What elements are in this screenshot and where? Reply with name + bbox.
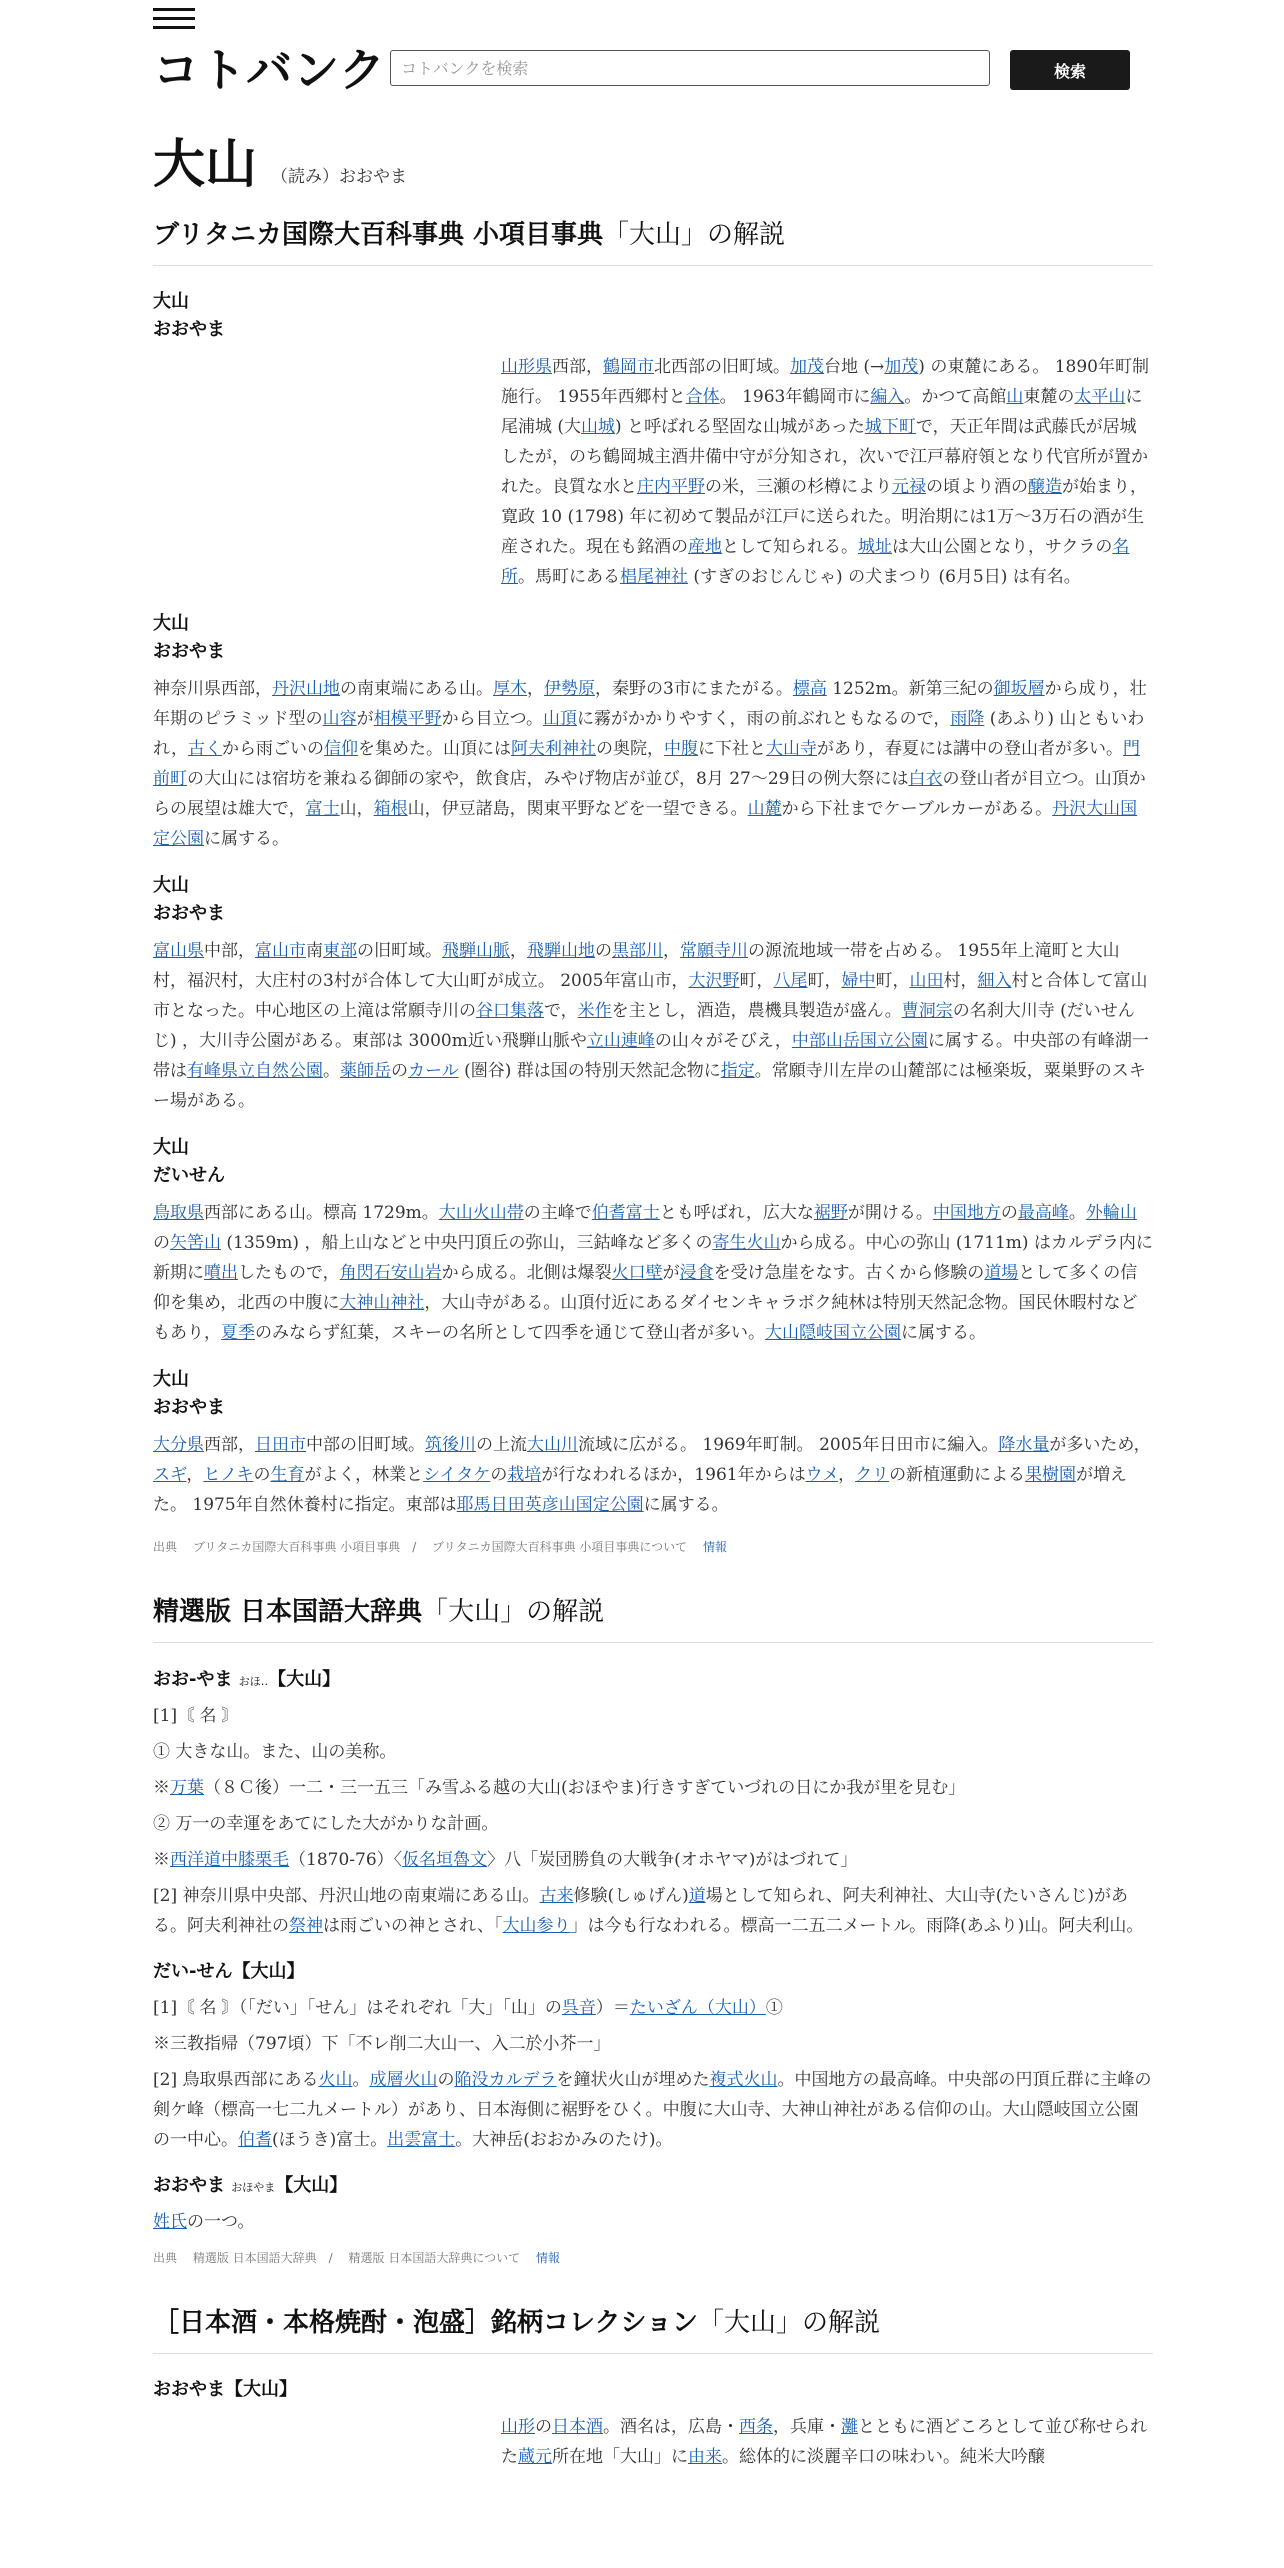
term-link[interactable]: 姓氏 xyxy=(153,2212,187,2232)
term-link[interactable]: 山形 xyxy=(501,2417,535,2437)
term-link[interactable]: 丹沢山地 xyxy=(272,679,340,699)
term-link[interactable]: 祭神 xyxy=(289,1916,323,1936)
term-link[interactable]: ヒノキ xyxy=(203,1465,254,1485)
section-suffix: 「大山」の解説 xyxy=(697,2308,880,2338)
term-link[interactable]: 大分県 xyxy=(153,1435,204,1455)
entry-body: 山形の日本酒。酒名は，広島・西条，兵庫・灘とともに酒どころとして並び称せられた蔵元所在地「大山」に由来。総体的に淡麗辛口の味わい。純米大吟醸 xyxy=(501,2417,1147,2467)
term-link[interactable]: 厚木 xyxy=(493,679,527,699)
definition-line: [1]〘 名 〙（「だい」「せん」はそれぞれ「大」「山」の呉音）＝たいざん（大山）① xyxy=(153,1998,783,2018)
term-link[interactable]: 太平山 xyxy=(1074,387,1126,407)
term-link[interactable]: 加茂 xyxy=(790,357,824,377)
term-link[interactable]: 栽培 xyxy=(507,1465,542,1485)
term-link[interactable]: 耶馬日田英彦山国定公園 xyxy=(456,1495,644,1515)
term-link[interactable]: 大山寺 xyxy=(766,739,818,759)
definition-list xyxy=(153,2207,1153,2237)
search-button[interactable]: 検索 xyxy=(1010,50,1130,90)
source-info-link[interactable]: 情報 xyxy=(535,2251,560,2265)
term-link[interactable]: 合体 xyxy=(685,387,720,407)
term-link[interactable]: 門前町 xyxy=(153,739,1141,789)
entry-body: 鳥取県西部にある山。標高 1729m。大山火山帯の主峰で伯耆富士とも呼ばれ，広大な裾野が開ける。中国地方の最高峰。外輪山の矢筈山 (1359m) ，船上山などと中央円頂丘の弥山，三鈷峰など多くの寄生火山から成る。中心の弥山 (1711m) はカルデラ内に新期に噴出したもので，角閃石安山岩から成る。北側は爆裂火口壁が浸食を受け急崖をなす。古くから修験の道場として多くの信仰を集め，北西の中腹に大神山神社，大山寺がある。山頂付近にあるダイセンキャラボク純林は特別天然記念物。国民休暇村などもあり，夏季のみならず紅葉，スキーの名所として四季を通じて登山者が多い。大山隠岐国立公園に属する。 xyxy=(153,1203,1153,1343)
term-link[interactable]: シイタケ xyxy=(423,1465,491,1485)
term-link[interactable]: 有峰県立自然公園 xyxy=(187,1061,323,1081)
entry-body: 山形県西部，鶴岡市北西部の旧町域。加茂台地 (→加茂) の東麓にある。 1890年町制施行。 1955年西郷村と合体。 1963年鶴岡市に編入。かつて高館山東麓の太平山に尾浦城 (大山城) と呼ばれる堅固な山城があった城下町で，天正年間は武藤氏が居城したが，のち鶴岡城主酒井備中守が分知され，次いで江戸幕府領となり代官所が置かれた。良質な水と庄内平野の米，三瀬の杉樽により元禄の頃より酒の醸造が始まり，寛政 10 (1798) 年に初めて製品が江戸に送られた。明治期には1万～3万石の酒が生産された。現在も銘酒の産地として知られる。城址は大山公園となり，サクラの名所。馬町にある椙尾神社 (すぎのおじんじゃ) の犬まつり (6月5日) は有名。 xyxy=(501,357,1149,587)
term-link[interactable]: 富山県 xyxy=(153,941,204,961)
term-link[interactable]: 古く xyxy=(188,739,223,759)
source-line: 出典 ブリタニカ国際大百科事典 小項目事典 / ブリタニカ国際大百科事典 小項目事典について 情報 xyxy=(153,1540,727,1554)
entry-body: 富山県中部，富山市南東部の旧町域。飛騨山脈，飛騨山地の黒部川，常願寺川の源流地域一帯を占める。 1955年上滝町と大山村，福沢村，大庄村の3村が合体して大山町が成立。 2005年富山市，大沢野町，八尾町，婦中町，山田村，細入村と合体して富山市となった。中心地区の上滝は常願寺川の谷口集落で，米作を主とし，酒造，農機具製造が盛ん。曹洞宗の名刹大川寺 (だいせんじ) ，大川寺公園がある。東部は 3000m近い飛騨山脈や立山連峰の山々がそびえ，中部山岳国立公園に属する。中央部の有峰湖一帯は有峰県立自然公園。薬師岳のカール (圏谷) 群は国の特別天然記念物に指定。常願寺川左岸の山麓部には極楽坂，粟巣野のスキー場がある。 xyxy=(153,941,1149,1111)
entry-reading: だいせん xyxy=(153,1165,225,1186)
section-title xyxy=(153,2302,1153,2354)
term-link[interactable]: 噴出 xyxy=(204,1263,238,1283)
term-link[interactable]: 複式火山 xyxy=(709,2070,778,2090)
entry-headword: 大山 xyxy=(153,291,189,312)
term-link[interactable]: 伯耆富士 xyxy=(591,1203,660,1223)
term-link[interactable]: 由来 xyxy=(688,2447,722,2467)
term-link[interactable]: 御坂層 xyxy=(993,679,1045,699)
term-link[interactable]: 鳥取県 xyxy=(153,1203,204,1223)
definition-line: ※西洋道中膝栗毛（1870‐76）〈仮名垣魯文〉八「炭団勝負の大戦争(オホヤマ)がはづれて」 xyxy=(153,1850,858,1870)
header xyxy=(153,0,1153,100)
dict-name: ブリタニカ国際大百科事典 小項目事典 xyxy=(153,220,604,250)
definition-line: ※万葉（８Ｃ後）一二・三一五三「み雪ふる越の大山(おほやま)行きすぎていづれの日にか我が里を見む」 xyxy=(153,1778,966,1798)
term-link[interactable]: 飛騨山地 xyxy=(527,941,595,961)
term-link[interactable]: 山容 xyxy=(322,709,357,729)
term-link[interactable]: 中腹 xyxy=(664,739,699,759)
entry xyxy=(153,1366,1153,1520)
term-link[interactable]: 大沢野 xyxy=(688,971,740,991)
section-suffix: 「大山」の解説 xyxy=(603,220,786,250)
entry-body: 大分県西部，日田市中部の旧町域。筑後川の上流大山川流域に広がる。 1969年町制。 2005年日田市に編入。降水量が多いため，スギ，ヒノキの生育がよく，林業とシイタケの栽培が行なわれるほか，1961年からはウメ，クリの新植運動による果樹園が増えた。 1975年自然休養村に指定。東部は耶馬日田英彦山国定公園に属する。 xyxy=(153,1435,1151,1515)
term-link[interactable]: 丹沢大山国定公園 xyxy=(153,799,1138,849)
definition-list xyxy=(153,1701,1153,1941)
term-link[interactable]: 山城 xyxy=(581,417,616,437)
term-link[interactable]: 常願寺川 xyxy=(680,941,748,961)
term-link[interactable]: 元禄 xyxy=(892,477,926,497)
entry-headword: 大山 xyxy=(153,875,189,896)
term-link[interactable]: 庄内平野 xyxy=(637,477,705,497)
source-info-link[interactable]: 情報 xyxy=(702,1540,727,1554)
page xyxy=(153,0,1153,2472)
term-link[interactable]: 山 xyxy=(1006,387,1024,407)
term-link[interactable]: ウメ xyxy=(805,1465,839,1485)
definition-line: 姓氏の一つ。 xyxy=(153,2212,255,2232)
term-link[interactable]: 相模平野 xyxy=(373,709,442,729)
term-link[interactable]: 裾野 xyxy=(813,1203,848,1223)
entry-headword: 大山 xyxy=(153,1369,189,1390)
term-link[interactable]: クリ xyxy=(855,1465,890,1485)
entry-list xyxy=(153,288,1153,1520)
term-link[interactable]: 山麓 xyxy=(747,799,782,819)
term-link[interactable]: 陥没カルデラ xyxy=(454,2070,557,2090)
term-link[interactable]: 富山市 xyxy=(255,941,306,961)
source-label: 出典 xyxy=(153,1540,178,1554)
term-link[interactable]: 降水量 xyxy=(998,1435,1050,1455)
term-heading xyxy=(153,122,1153,195)
definition-line: [1]〘 名 〙 xyxy=(153,1706,239,1726)
term-link[interactable]: 矢筈山 xyxy=(170,1233,221,1253)
entry-body: 神奈川県西部，丹沢山地の南東端にある山。厚木，伊勢原，秦野の3市にまたがる。標高 1252m。新第三紀の御坂層から成り，壮年期のピラミッド型の山容が相模平野から目立つ。山頂に霧がかかりやすく，雨の前ぶれともなるので，雨降 (あふり) 山ともいわれ，古くから雨ごいの信仰を集めた。山頂には阿夫利神社の奥院，中腹に下社と大山寺があり，春夏には講中の登山者が多い。門前町の大山には宿坊を兼ねる御師の家や，飲食店，みやげ物店が並び，8月 27～29日の例大祭には白衣の登山者が目立つ。山頂からの展望は雄大で，富士山，箱根山，伊豆諸島，関東平野などを一望できる。山麓から下社までケーブルカーがある。丹沢大山国定公園に属する。 xyxy=(153,679,1147,849)
definition-line: ① 大きな山。また、山の美称。 xyxy=(153,1742,397,1762)
definition-line: [2] 神奈川県中央部、丹沢山地の南東端にある山。古来修験(しゅげん)道場として知られ、阿夫利神社、大山寺(たいさんじ)がある。阿夫利神社の祭神は雨ごいの神とされ、「大山参り」は今も行なわれる。標高一二五二メートル。雨降(あふり)山。阿夫利山。 xyxy=(153,1886,1144,1936)
source-line: 出典 精選版 日本国語大辞典 / 精選版 日本国語大辞典について 情報 xyxy=(153,2251,560,2265)
term-link[interactable]: 最高峰 xyxy=(1017,1203,1069,1223)
entry-headword: おおやま【大山】 xyxy=(153,2379,297,2400)
term-link[interactable]: 大山火山帯 xyxy=(438,1203,524,1223)
definition-line: [2] 鳥取県西部にある火山。成層火山の陥没カルデラを鐘状火山が埋めた複式火山。中国地方の最高峰。中央部の円頂丘群に主峰の剣ケ峰（標高一七二九メートル）があり、日本海側に裾野をひく。中腹に大山寺、大神山神社がある信仰の山。大山隠岐国立公園の一中心。伯耆(ほうき)富士。出雲富士。大神岳(おおかみのたけ)。 xyxy=(153,2070,1152,2150)
term-link[interactable]: 寄生火山 xyxy=(712,1233,781,1253)
term-link[interactable]: 果樹園 xyxy=(1025,1465,1077,1485)
term-link[interactable]: 城下町 xyxy=(864,417,916,437)
term-link[interactable]: 出雲富士 xyxy=(387,2130,456,2150)
term-link[interactable]: 蔵元 xyxy=(518,2447,552,2467)
source-name: ブリタニカ国際大百科事典 小項目事典 xyxy=(192,1540,401,1554)
term-link[interactable]: 産地 xyxy=(688,537,722,557)
term-link[interactable]: 道 xyxy=(688,1886,706,1906)
term-link[interactable]: 中部山岳国立公園 xyxy=(791,1031,928,1051)
term-link[interactable]: 名所 xyxy=(501,537,1130,587)
term-link[interactable]: 米作 xyxy=(577,1001,612,1021)
term-link[interactable]: たいざん（大山） xyxy=(629,1998,766,2018)
term-link[interactable]: 仮名垣魯文 xyxy=(402,1850,488,1870)
term-link[interactable]: カール xyxy=(408,1061,459,1081)
term-link[interactable]: 筑後川 xyxy=(425,1435,476,1455)
definition-list xyxy=(153,1993,1153,2155)
dict-headword: だい‐せん【大山】 xyxy=(153,1961,305,1982)
term-link[interactable]: 呉音 xyxy=(561,1998,596,2018)
dict-headword: おお‐やま おほ‥【大山】 xyxy=(153,1669,341,1690)
term-title: 大山 xyxy=(153,134,258,195)
term-link[interactable]: 東部 xyxy=(323,941,357,961)
term-link[interactable]: 山形県 xyxy=(501,357,552,377)
term-link[interactable]: 曹洞宗 xyxy=(901,1001,953,1021)
source-about: ブリタニカ国際大百科事典 小項目事典について xyxy=(432,1540,688,1554)
entry xyxy=(153,288,1153,592)
term-link[interactable]: 外輪山 xyxy=(1085,1203,1137,1223)
dict-headword: おおやま おほやま【大山】 xyxy=(153,2175,348,2196)
term-link[interactable]: 八尾 xyxy=(773,971,808,991)
term-link[interactable]: 信仰 xyxy=(324,739,359,759)
term-link[interactable]: 立山連峰 xyxy=(586,1031,655,1051)
dict-name: 精選版 日本国語大辞典 xyxy=(153,1597,423,1627)
term-link[interactable]: 白衣 xyxy=(908,769,943,789)
term-link[interactable]: 鶴岡市 xyxy=(603,357,654,377)
term-link[interactable]: 標高 xyxy=(792,679,827,699)
term-link[interactable]: 黒部川 xyxy=(612,941,663,961)
term-link[interactable]: 万葉 xyxy=(170,1778,204,1798)
source-label: 出典 xyxy=(153,2251,178,2265)
dict-name: ［日本酒・本格焼酎・泡盛］銘柄コレクション xyxy=(153,2308,698,2338)
definition-line: ② 万一の幸運をあてにした大がかりな計画。 xyxy=(153,1814,499,1834)
section-title xyxy=(153,214,1153,266)
term-link[interactable]: 編入 xyxy=(870,387,905,407)
term-link[interactable]: 谷口集落 xyxy=(476,1001,544,1021)
term-link[interactable]: スギ xyxy=(153,1465,187,1485)
term-link[interactable]: 大山隠岐国立公園 xyxy=(765,1323,901,1343)
entry-reading: おおやま xyxy=(153,1397,225,1418)
term-link[interactable]: 伯耆 xyxy=(238,2130,272,2150)
term-link[interactable]: 箱根 xyxy=(373,799,408,819)
term-link[interactable]: 椙尾神社 xyxy=(620,567,688,587)
term-link[interactable]: 伊勢原 xyxy=(544,679,595,699)
search-input[interactable] xyxy=(390,50,990,86)
term-link[interactable]: 細入 xyxy=(977,971,1012,991)
term-link[interactable]: 火山 xyxy=(318,2070,353,2090)
seisenban-section xyxy=(153,1591,1153,2266)
entry-reading: おおやま xyxy=(153,903,225,924)
term-link[interactable]: 角閃石安山岩 xyxy=(339,1263,442,1283)
term-link[interactable]: 灘 xyxy=(841,2417,858,2437)
term-link[interactable]: 日本酒 xyxy=(552,2417,603,2437)
term-link[interactable]: 阿夫利神社 xyxy=(511,739,597,759)
entry xyxy=(153,610,1153,854)
entry xyxy=(153,1134,1153,1348)
term-link[interactable]: 大山参り xyxy=(502,1916,571,1936)
entry-reading: おおやま xyxy=(153,641,225,662)
term-link[interactable]: 西条 xyxy=(739,2417,773,2437)
term-link[interactable]: 薬師岳 xyxy=(340,1061,391,1081)
section-title xyxy=(153,1591,1153,1643)
term-link[interactable]: 指定 xyxy=(720,1061,755,1081)
term-link[interactable]: 雨降 xyxy=(950,709,985,729)
term-link[interactable]: 婦中 xyxy=(841,971,876,991)
term-link[interactable]: 大神山神社 xyxy=(339,1293,425,1313)
section-suffix: 「大山」の解説 xyxy=(422,1597,605,1627)
entry-headword: 大山 xyxy=(153,1137,189,1158)
term-link[interactable]: 夏季 xyxy=(221,1323,255,1343)
term-link[interactable]: 日田市 xyxy=(255,1435,306,1455)
term-link[interactable]: 古来 xyxy=(539,1886,574,1906)
entry xyxy=(153,872,1153,1116)
term-link[interactable]: 浸食 xyxy=(679,1263,714,1283)
hamburger-menu-icon[interactable] xyxy=(153,8,195,32)
term-link[interactable]: 醸造 xyxy=(1028,477,1062,497)
term-link[interactable]: 生育 xyxy=(270,1465,305,1485)
term-link[interactable]: 火口壁 xyxy=(611,1263,663,1283)
britannica-section xyxy=(153,214,1153,1555)
source-about: 精選版 日本国語大辞典について xyxy=(348,2251,521,2265)
term-reading: （読み）おおやま xyxy=(271,167,408,187)
site-logo[interactable]: コトバンク xyxy=(153,43,387,97)
term-link[interactable]: 道場 xyxy=(984,1263,1019,1283)
term-link[interactable]: 加茂 xyxy=(884,357,919,377)
entry-headword: 大山 xyxy=(153,613,189,634)
term-link[interactable]: 山田 xyxy=(909,971,944,991)
term-link[interactable]: 成層火山 xyxy=(369,2070,438,2090)
term-link[interactable]: 西洋道中膝栗毛 xyxy=(170,1850,289,1870)
term-link[interactable]: 飛騨山脈 xyxy=(442,941,510,961)
sake-section xyxy=(153,2302,1153,2472)
term-link[interactable]: 大山川 xyxy=(527,1435,578,1455)
term-link[interactable]: 中国地方 xyxy=(932,1203,1001,1223)
definition-line: ※三教指帰（797頃）下「不レ削二大山一、入二於小芥一」 xyxy=(153,2034,611,2054)
term-link[interactable]: 山頂 xyxy=(543,709,577,729)
entry-reading: おおやま xyxy=(153,319,225,340)
term-link[interactable]: 城址 xyxy=(858,537,892,557)
source-name: 精選版 日本国語大辞典 xyxy=(192,2251,317,2265)
term-link[interactable]: 富士 xyxy=(305,799,340,819)
